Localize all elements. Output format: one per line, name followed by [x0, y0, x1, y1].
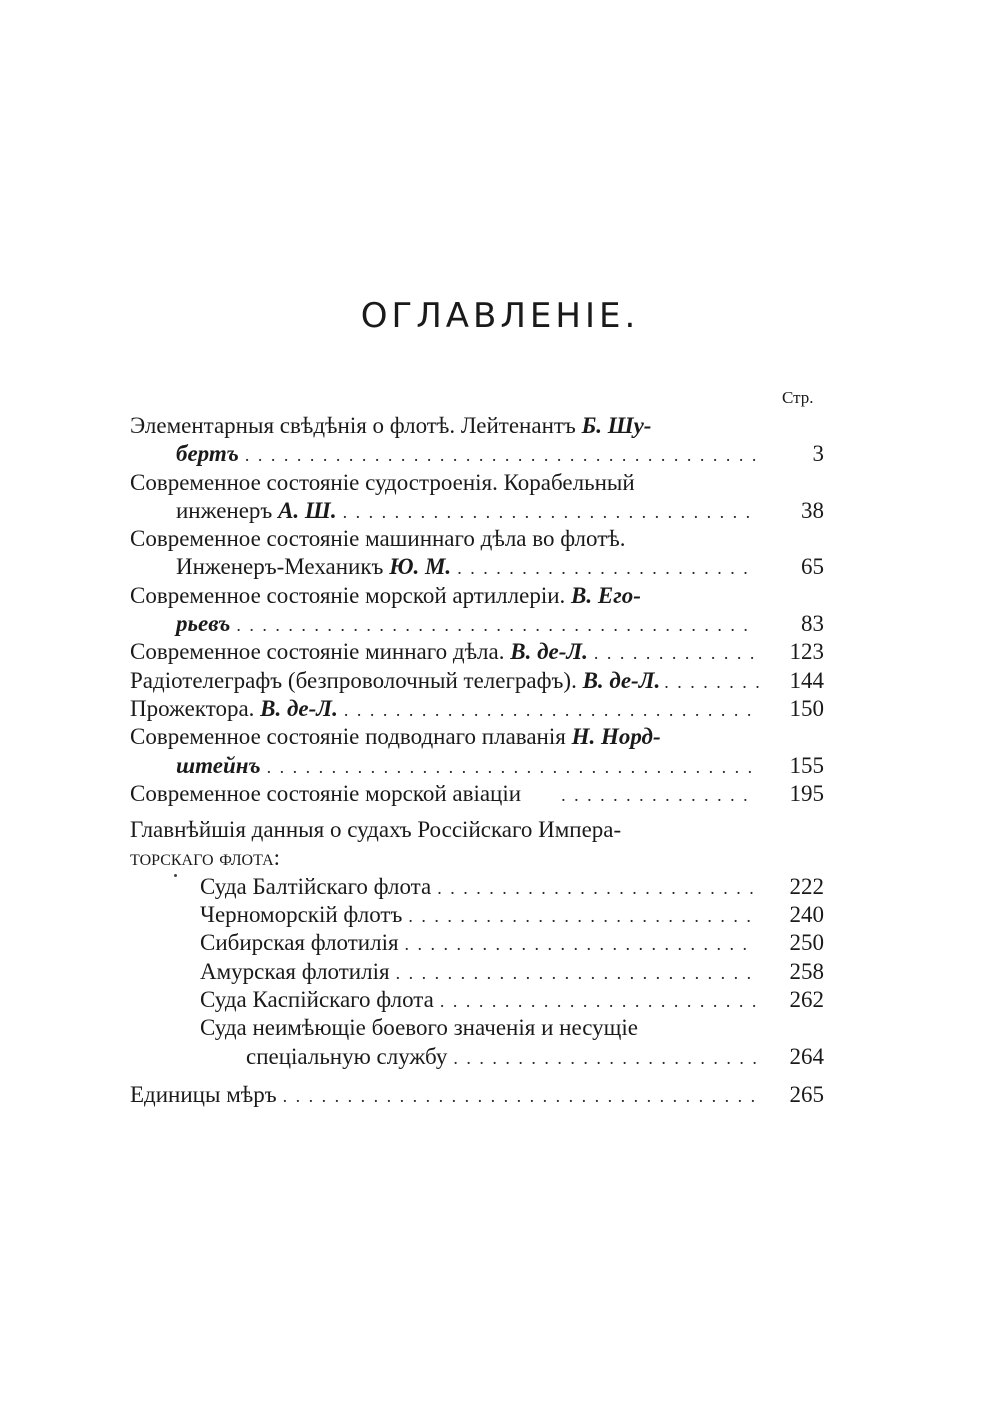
toc-entry: [130, 780, 824, 808]
toc-entry: [130, 695, 824, 723]
toc-entry: [130, 667, 824, 695]
toc-entry-author: Б. Шу-: [581, 413, 652, 438]
toc-entry-page: 222: [789, 873, 824, 899]
page-title: ОГЛАВЛЕНІЕ.: [360, 296, 640, 336]
leader-dots: [283, 1082, 756, 1110]
toc-entry-author: В. де-Л.: [260, 695, 338, 721]
toc-entry-page: 265: [789, 1081, 824, 1107]
toc-subentry-title-cont: спеціальную службу: [246, 1043, 448, 1069]
toc-entry: [130, 638, 824, 666]
leader-dots: [594, 639, 756, 667]
toc-subentry: [130, 901, 824, 929]
toc-entry: [130, 723, 824, 780]
toc-entry-page: 150: [789, 695, 824, 721]
toc-subentry-title: Суда неимѣющіе боевого значенія и несущіе: [200, 1015, 638, 1041]
leader-dots: [343, 498, 756, 526]
leader-dots: [344, 696, 756, 724]
toc-entry-page: 250: [789, 930, 824, 956]
toc-entry-title: Современное состояніе подводнаго плаванія: [130, 724, 572, 750]
toc-subentry-title: Сибирская флотилія: [200, 930, 399, 956]
leader-dots: [245, 441, 756, 469]
toc-entry-page: 3: [812, 441, 824, 467]
toc-subentry: [130, 929, 824, 957]
toc-entry-author: бертъ: [176, 441, 239, 467]
toc-subentry: [130, 986, 824, 1014]
toc-entry-page: 38: [801, 497, 824, 523]
leader-dots: [437, 874, 756, 902]
print-speck: [174, 874, 177, 877]
toc-entry-title: Радіотелеграфъ (безпроволочный телеграфъ).: [130, 667, 583, 693]
toc-entry-page: 144: [789, 667, 824, 693]
toc-entry: [130, 469, 824, 526]
leader-dots: [267, 753, 756, 781]
toc-subentry: [130, 1014, 824, 1071]
toc-section-heading: [130, 816, 824, 873]
toc-entry-title: Современное состояніе морской артиллеріи.: [130, 582, 572, 608]
toc-subentry-title: Амурская флотилія: [200, 958, 390, 984]
leader-dots: [408, 902, 756, 930]
toc-entry-page: 264: [789, 1043, 824, 1069]
toc-entry-page: 65: [801, 554, 824, 580]
leader-dots: [405, 930, 756, 958]
toc-subentry-title: Суда Балтійскаго флота: [200, 873, 432, 899]
toc-subentry: [130, 873, 824, 901]
toc-entry: [130, 412, 824, 469]
toc-subentry: [130, 958, 824, 986]
toc-entry-author: штейнъ: [176, 752, 261, 778]
leader-dots: [664, 668, 760, 696]
leader-dots: [453, 1044, 756, 1072]
toc-entry-title-cont: инженеръ: [176, 497, 279, 523]
table-of-contents: [130, 412, 824, 1109]
toc-entry: [130, 582, 824, 639]
toc-entry-page: 123: [789, 639, 824, 665]
toc-entry-title: Элементарныя свѣдѣнія о флотѣ. Лейтенантъ: [130, 413, 582, 438]
toc-entry-page: 155: [789, 752, 824, 778]
toc-entry-page: 195: [789, 780, 824, 806]
toc-entry-author: А. Ш.: [278, 497, 337, 523]
toc-entry-title: Современное состояніе миннаго дѣла.: [130, 639, 511, 665]
toc-entry-title: Прожектора.: [130, 695, 261, 721]
toc-subentry-title: Черноморскій флотъ: [200, 902, 403, 928]
section-title: Главнѣйшія данныя о судахъ Россійскаго Импера-: [130, 817, 622, 843]
leader-dots: [457, 554, 756, 582]
toc-entry-title-cont: Инженеръ-Механикъ: [176, 554, 390, 580]
toc-entry-title: Современное состояніе машиннаго дѣла во флотѣ.: [130, 526, 626, 552]
page-column-label: Стр.: [782, 388, 814, 407]
toc-entry-title: Единицы мѣръ: [130, 1081, 277, 1107]
toc-entry-author: В. Его-: [571, 582, 641, 608]
leader-dots: [440, 987, 756, 1015]
toc-entry-author: Ю. М.: [389, 554, 452, 580]
toc-entry-page: 262: [789, 986, 824, 1012]
toc-entry-author: В. де-Л.: [582, 667, 661, 693]
toc-entry: [130, 525, 824, 582]
toc-entry: [130, 1081, 824, 1109]
toc-entry-title: Современное состояніе морской авіаціи: [130, 780, 522, 806]
toc-subentry-title: Суда Каспійскаго флота: [200, 986, 434, 1012]
leader-dots: [396, 959, 756, 987]
toc-entry-page: 83: [801, 611, 824, 637]
toc-entry-author: рьевъ: [176, 611, 231, 637]
leader-dots: [561, 781, 756, 809]
leader-dots: [236, 611, 756, 639]
toc-entry-title: Современное состояніе судостроенія. Корабельный: [130, 469, 635, 495]
toc-entry-author: В. де-Л.: [510, 639, 588, 665]
section-title-cont: торскаго флота:: [130, 845, 281, 871]
toc-entry-author: Н. Норд-: [571, 724, 661, 750]
toc-entry-page: 240: [789, 902, 824, 928]
toc-entry-page: 258: [789, 958, 824, 984]
